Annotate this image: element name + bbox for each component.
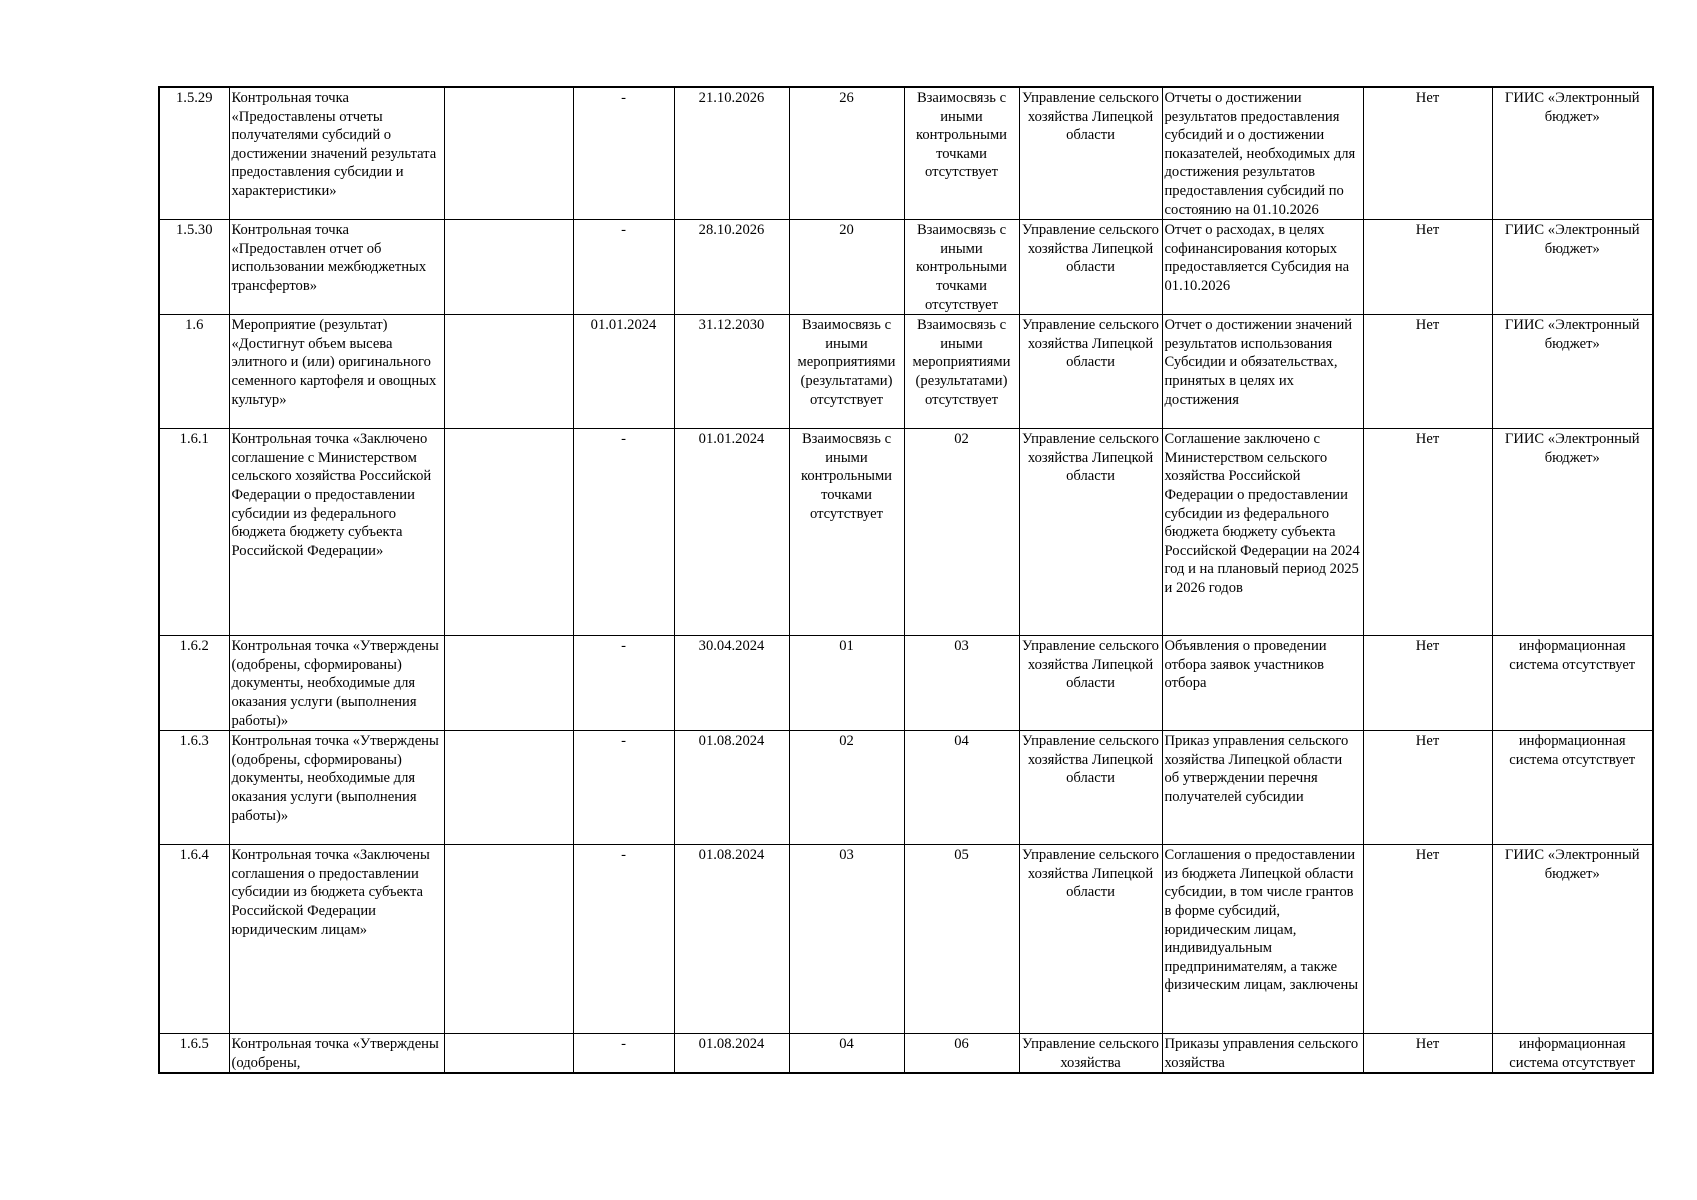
row-document: Отчеты о достижении результатов предоставления субсидий и о достижении показателей, необходимых для достижения результатов предоставления субсидий по состоянию на 01.10.2026 [1162, 87, 1363, 220]
row-end-date: 30.04.2024 [674, 636, 789, 731]
row-start-date: - [573, 87, 674, 220]
row-extra [444, 87, 573, 220]
row-end-date: 31.12.2030 [674, 315, 789, 429]
row-next-link: 06 [904, 1034, 1019, 1074]
row-next-link: Взаимосвязь с иными контрольными точками отсутствует [904, 220, 1019, 315]
row-extra [444, 315, 573, 429]
row-previous-link: 26 [789, 87, 904, 220]
row-number: 1.6.3 [159, 731, 229, 845]
row-responsible: Управление сельского хозяйства Липецкой области [1019, 845, 1162, 1034]
row-next-link: 02 [904, 429, 1019, 636]
row-name: Контрольная точка «Заключены соглашения о предоставлении субсидии из бюджета субъекта Российской Федерации юридическим лицам» [229, 845, 444, 1034]
row-responsible: Управление сельского хозяйства Липецкой области [1019, 220, 1162, 315]
row-end-date: 01.08.2024 [674, 845, 789, 1034]
table-row [159, 429, 1653, 636]
table-row [159, 315, 1653, 429]
row-info-system: ГИИС «Электронный бюджет» [1492, 315, 1653, 429]
row-start-date: - [573, 1034, 674, 1074]
row-info-system: информационная система отсутствует [1492, 1034, 1653, 1074]
row-extra [444, 845, 573, 1034]
row-name: Контрольная точка «Предоставлены отчеты получателями субсидий о достижении значений результата предоставления субсидии и характеристики» [229, 87, 444, 220]
row-start-date: - [573, 731, 674, 845]
row-info-system: ГИИС «Электронный бюджет» [1492, 429, 1653, 636]
row-extra [444, 731, 573, 845]
row-next-link: Взаимосвязь с иными контрольными точками отсутствует [904, 87, 1019, 220]
row-end-date: 21.10.2026 [674, 87, 789, 220]
row-responsible: Управление сельского хозяйства Липецкой области [1019, 429, 1162, 636]
row-name: Контрольная точка «Утверждены (одобрены, сформированы) документы, необходимые для оказания услуги (выполнения работы)» [229, 731, 444, 845]
row-end-date: 01.08.2024 [674, 1034, 789, 1074]
row-number: 1.6.5 [159, 1034, 229, 1074]
table-row [159, 636, 1653, 731]
row-start-date: - [573, 429, 674, 636]
row-document: Отчет о достижении значений результатов использования Субсидии и обязательствах, принятых в целях их достижения [1162, 315, 1363, 429]
row-extra [444, 1034, 573, 1074]
row-name: Контрольная точка «Утверждены (одобрены, [229, 1034, 444, 1074]
row-start-date: 01.01.2024 [573, 315, 674, 429]
table-row [159, 845, 1653, 1034]
row-approval: Нет [1363, 731, 1492, 845]
row-next-link: 05 [904, 845, 1019, 1034]
row-next-link: 04 [904, 731, 1019, 845]
row-number: 1.5.29 [159, 87, 229, 220]
row-end-date: 01.01.2024 [674, 429, 789, 636]
row-document: Приказы управления сельского хозяйства [1162, 1034, 1363, 1074]
table-row [159, 731, 1653, 845]
row-start-date: - [573, 845, 674, 1034]
row-number: 1.6.2 [159, 636, 229, 731]
row-previous-link: 02 [789, 731, 904, 845]
row-previous-link: 01 [789, 636, 904, 731]
row-info-system: ГИИС «Электронный бюджет» [1492, 845, 1653, 1034]
row-previous-link: 04 [789, 1034, 904, 1074]
row-previous-link: 03 [789, 845, 904, 1034]
row-start-date: - [573, 220, 674, 315]
row-document: Объявления о проведении отбора заявок участников отбора [1162, 636, 1363, 731]
row-name: Контрольная точка «Заключено соглашение с Министерством сельского хозяйства Российской Федерации о предоставлении субсидии из федерального бюджета бюджету субъекта Российской Федерации» [229, 429, 444, 636]
row-info-system: ГИИС «Электронный бюджет» [1492, 87, 1653, 220]
row-end-date: 28.10.2026 [674, 220, 789, 315]
row-end-date: 01.08.2024 [674, 731, 789, 845]
plan-table-body [159, 87, 1653, 1073]
row-approval: Нет [1363, 87, 1492, 220]
row-start-date: - [573, 636, 674, 731]
row-approval: Нет [1363, 1034, 1492, 1074]
row-document: Приказ управления сельского хозяйства Липецкой области об утверждении перечня получателей субсидии [1162, 731, 1363, 845]
row-name: Контрольная точка «Утверждены (одобрены, сформированы) документы, необходимые для оказания услуги (выполнения работы)» [229, 636, 444, 731]
row-responsible: Управление сельского хозяйства Липецкой области [1019, 636, 1162, 731]
row-approval: Нет [1363, 220, 1492, 315]
row-previous-link: 20 [789, 220, 904, 315]
row-approval: Нет [1363, 315, 1492, 429]
plan-table [158, 86, 1654, 1074]
table-row [159, 87, 1653, 220]
row-info-system: информационная система отсутствует [1492, 636, 1653, 731]
row-info-system: ГИИС «Электронный бюджет» [1492, 220, 1653, 315]
row-responsible: Управление сельского хозяйства Липецкой области [1019, 315, 1162, 429]
table-row [159, 1034, 1653, 1074]
row-approval: Нет [1363, 636, 1492, 731]
table-row [159, 220, 1653, 315]
row-document: Отчет о расходах, в целях софинансирования которых предоставляется Субсидия на 01.10.2026 [1162, 220, 1363, 315]
row-document: Соглашение заключено с Министерством сельского хозяйства Российской Федерации о предоставлении субсидии из федерального бюджета бюджету субъекта Российской Федерации на 2024 год и на плановый период 2025 и 2026 годов [1162, 429, 1363, 636]
row-name: Мероприятие (результат) «Достигнут объем высева элитного и (или) оригинального семенного картофеля и овощных культур» [229, 315, 444, 429]
row-responsible: Управление сельского хозяйства Липецкой области [1019, 87, 1162, 220]
row-extra [444, 220, 573, 315]
row-approval: Нет [1363, 429, 1492, 636]
row-info-system: информационная система отсутствует [1492, 731, 1653, 845]
row-approval: Нет [1363, 845, 1492, 1034]
row-next-link: 03 [904, 636, 1019, 731]
row-previous-link: Взаимосвязь с иными мероприятиями (результатами) отсутствует [789, 315, 904, 429]
row-document: Соглашения о предоставлении из бюджета Липецкой области субсидии, в том числе грантов в форме субсидий, юридическим лицам, индивидуальным предпринимателям, а также физическим лицам, заключены [1162, 845, 1363, 1034]
row-next-link: Взаимосвязь с иными мероприятиями (результатами) отсутствует [904, 315, 1019, 429]
row-responsible: Управление сельского хозяйства [1019, 1034, 1162, 1074]
row-extra [444, 429, 573, 636]
row-number: 1.6.4 [159, 845, 229, 1034]
row-previous-link: Взаимосвязь с иными контрольными точками отсутствует [789, 429, 904, 636]
row-extra [444, 636, 573, 731]
row-number: 1.5.30 [159, 220, 229, 315]
row-name: Контрольная точка «Предоставлен отчет об использовании межбюджетных трансфертов» [229, 220, 444, 315]
row-responsible: Управление сельского хозяйства Липецкой области [1019, 731, 1162, 845]
row-number: 1.6.1 [159, 429, 229, 636]
row-number: 1.6 [159, 315, 229, 429]
